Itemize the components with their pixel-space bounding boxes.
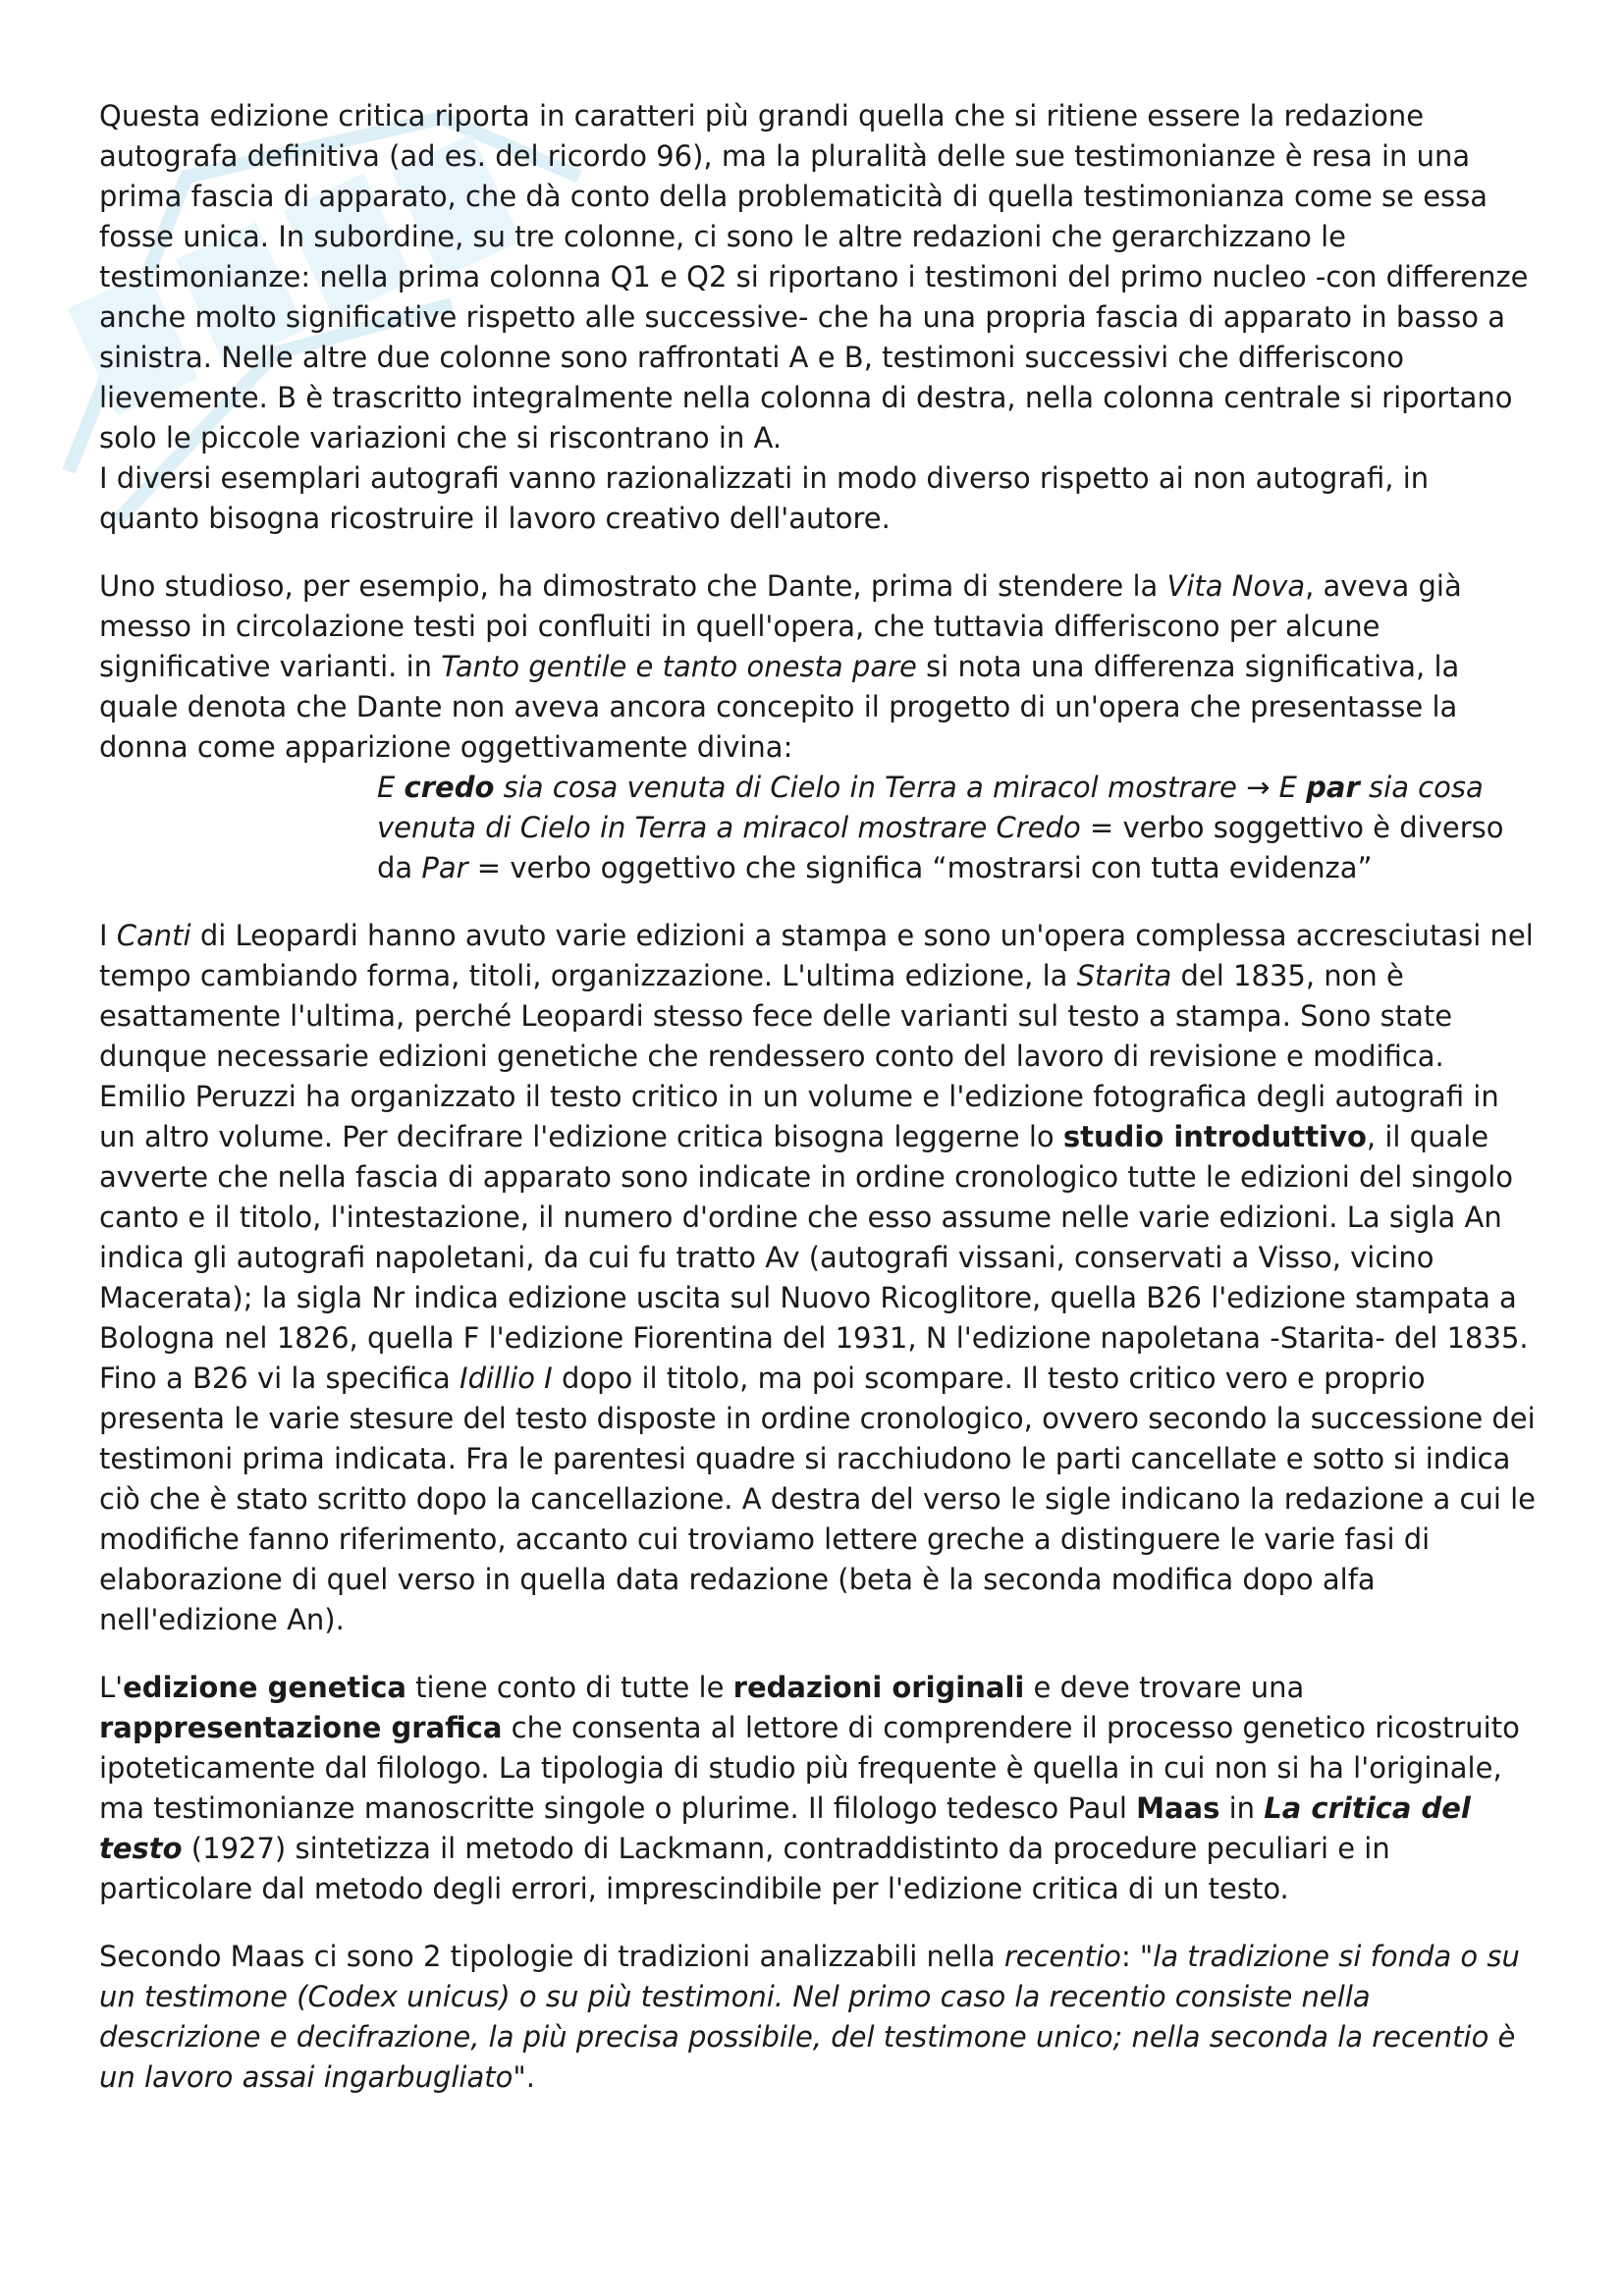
text-run: tiene conto di tutte le	[406, 1671, 733, 1704]
italic-title: Starita	[1076, 959, 1172, 992]
paragraph-2	[99, 566, 1538, 768]
bold-term: Maas	[1136, 1791, 1220, 1825]
italic-quote: la tradizione si fonda o su un testimone (Codex unicus) o su più testimoni. Nel primo caso la recentio consiste nella descrizione e decifrazione, la più precisa possibile, del testimone unico; nella seconda la recentio è un lavoro assai ingarbugliato	[99, 1940, 1520, 2094]
text-run: : "	[1120, 1940, 1154, 1973]
italic-title: Vita Nova	[1166, 569, 1306, 603]
text-run: , il quale avverte che nella fascia di apparato sono indicate in ordine cronologico tutte le edizioni del singolo canto e il titolo, l'intestazione, il numero d'ordine che esso assume nelle varie edizioni. La sigla An indica gli autografi napoletani, da cui fu tratto Av (autografi vissani, conservati a Visso, vicino Macerata); la sigla Nr indica edizione uscita sul Nuovo Ricoglitore, quella B26 l'edizione stampata a Bologna nel 1826, quella F l'edizione Fiorentina del 1931, N l'edizione napoletana -Starita- del 1835. Fino a B26 vi la specifica	[99, 1120, 1529, 1395]
arrow-right-icon: →	[1246, 771, 1271, 804]
quote-run: Par	[421, 851, 468, 884]
bold-term: rappresentazione grafica	[99, 1711, 503, 1744]
paragraph-5	[99, 1937, 1538, 2098]
paragraph-1b	[99, 458, 1538, 539]
text-run: si nota una differenza significativa, la quale denota che Dante non aveva ancora concepito il progetto di un'opera che presentasse la donna come apparizione oggettivamente divina:	[99, 650, 1460, 764]
quote-run: Credo	[996, 811, 1081, 844]
paragraph-1b-text: I diversi esemplari autografi vanno razionalizzati in modo diverso rispetto ai non autografi, in quanto bisogna ricostruire il lavoro creativo dell'autore.	[99, 461, 1430, 535]
paragraph-3	[99, 916, 1538, 1640]
italic-title: Tanto gentile e tanto onesta pare	[441, 650, 917, 683]
text-run: Uno studioso, per esempio, ha dimostrato che Dante, prima di stendere la	[99, 569, 1167, 603]
paragraph-4	[99, 1668, 1538, 1909]
text-run: Secondo Maas ci sono 2 tipologie di tradizioni analizzabili nella	[99, 1940, 1004, 1973]
quote-run: E	[377, 771, 405, 804]
bold-term: redazioni originali	[732, 1671, 1025, 1704]
text-run: che consenta al lettore di comprendere il processo genetico ricostruito ipoteticamente dal filologo. La tipologia di studio più frequente è quella in cui non si ha l'originale, ma testimonianze manoscritte singole o plurime. Il filologo tedesco Paul	[99, 1711, 1520, 1825]
bold-term: studio introduttivo	[1062, 1120, 1367, 1153]
quote-run: E	[1270, 771, 1307, 804]
text-run: = verbo soggettivo è diverso da	[377, 811, 1504, 884]
italic-title: Canti	[116, 919, 191, 952]
text-run: in	[1219, 1791, 1265, 1825]
text-run: e deve trovare una	[1024, 1671, 1305, 1704]
bold-word: credo	[404, 771, 495, 804]
document-body	[99, 96, 1538, 2125]
quote-run: sia cosa venuta di Cielo in Terra a miracol mostrare	[377, 771, 1484, 844]
paragraph-1-text: Questa edizione critica riporta in caratteri più grandi quella che si ritiene essere la redazione autografa definitiva (ad es. del ricordo 96), ma la pluralità delle sue testimonianze è resa in una prima fascia di apparato, che dà conto della problematicità di quella testimonianza come se essa fosse unica. In subordine, su tre colonne, ci sono le altre redazioni che gerarchizzano le testimonianze: nella prima colonna Q1 e Q2 si riportano i testimoni del primo nucleo -con differenze anche molto significative rispetto alle successive- che ha una propria fascia di apparato in basso a sinistra. Nelle altre due colonne sono raffrontati A e B, testimoni successivi che differiscono lievemente. B è trascritto integralmente nella colonna di destra, nella colonna centrale si riportano solo le piccole variazioni che si riscontrano in A.	[99, 99, 1529, 454]
bold-italic-title: La critica del testo	[99, 1791, 1471, 1865]
text-run: dopo il titolo, ma poi scompare. Il testo critico vero e proprio presenta le varie stesure del testo disposte in ordine cronologico, ovvero secondo la successione dei testimoni prima indicata. Fra le parentesi quadre si racchiudono le parti cancellate e sotto si indica ciò che è stato scritto dopo la cancellazione. A destra del verso le sigle indicano la redazione a cui le modifiche fanno riferimento, accanto cui troviamo lettere greche a distinguere le varie fasi di elaborazione di quel verso in quella data redazione (beta è la seconda modifica dopo alfa nell'edizione An).	[99, 1362, 1537, 1636]
text-run: , aveva già messo in circolazione testi poi confluiti in quell'opera, che tuttavia differiscono per alcune significative varianti. in	[99, 569, 1462, 683]
text-run: L'	[99, 1671, 124, 1704]
text-run: del 1835, non è esattamente l'ultima, perché Leopardi stesso fece delle varianti sul testo a stampa. Sono state dunque necessarie edizioni genetiche che rendessero conto del lavoro di revisione e modifica. Emilio Peruzzi ha organizzato il testo critico in un volume e l'edizione fotografica degli autografi in un altro volume. Per decifrare l'edizione critica bisogna leggerne lo	[99, 959, 1499, 1153]
bold-word: par	[1306, 771, 1360, 804]
quote-run: sia cosa venuta di Cielo in Terra a miracol mostrare	[494, 771, 1247, 804]
paragraph-quote	[99, 768, 1538, 888]
bold-term: edizione genetica	[123, 1671, 406, 1704]
italic-title: Idillio I	[460, 1362, 553, 1395]
text-run: = verbo oggettivo che significa “mostrarsi con tutta evidenza”	[467, 851, 1373, 884]
paragraph-1	[99, 96, 1538, 458]
text-run: di Leopardi hanno avuto varie edizioni a stampa e sono un'opera complessa accresciutasi nel tempo cambiando forma, titoli, organizzazione. L'ultima edizione, la	[99, 919, 1534, 992]
text-run: ".	[513, 2060, 535, 2094]
text-run: (1927) sintetizza il metodo di Lackmann, contraddistinto da procedure peculiari e in particolare dal metodo degli errori, imprescindibile per l'edizione critica di un testo.	[99, 1832, 1390, 1905]
text-run: I	[99, 919, 117, 952]
italic-term: recentio	[1003, 1940, 1121, 1973]
